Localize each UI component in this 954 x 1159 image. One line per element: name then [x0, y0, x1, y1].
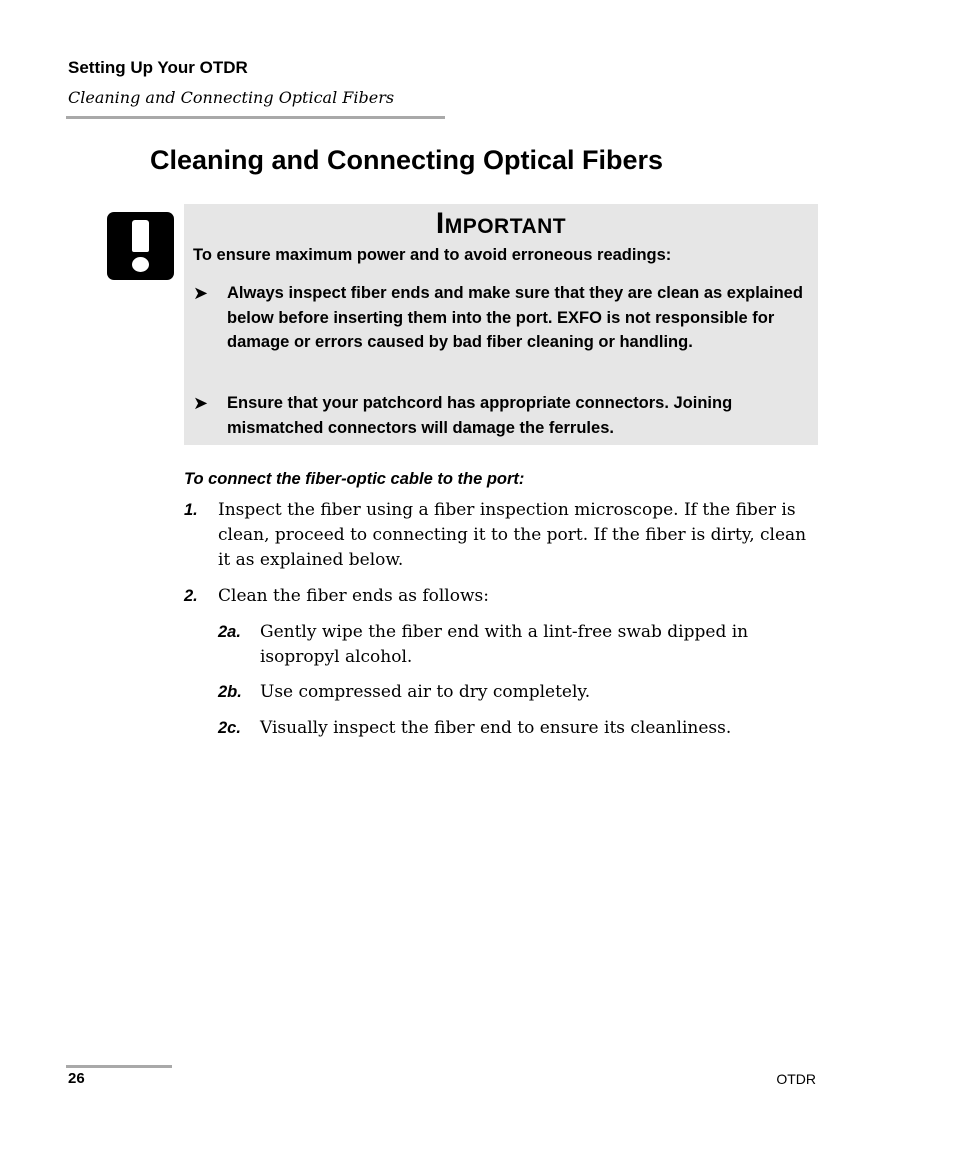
section-heading: Cleaning and Connecting Optical Fibers	[150, 145, 664, 175]
page-number: 26	[68, 1070, 85, 1087]
substep-text: Visually inspect the fiber end to ensure its cleanliness.	[260, 718, 732, 738]
important-title: Important	[435, 207, 567, 240]
substep-number: 2c.	[218, 719, 241, 737]
important-bullet-text: Ensure that your patchcord has appropriate connectors. Joining mismatched connectors will damage the ferrules.	[227, 394, 733, 437]
header-rule	[66, 116, 445, 119]
footer-rule	[66, 1065, 172, 1068]
important-notice	[184, 204, 818, 445]
procedure-heading: To connect the fiber-optic cable to the port:	[184, 470, 525, 488]
important-bullet-text: Always inspect fiber ends and make sure that they are clean as explained below before inserting them into the port. EXFO is not responsible for damage or errors caused by bad fiber cleaning or handling.	[227, 284, 803, 351]
substep-text: Use compressed air to dry completely.	[260, 682, 591, 702]
step-text: Inspect the fiber using a fiber inspection microscope. If the fiber is clean, proceed to connecting it to the port. If the fiber is dirty, clean it as explained below.	[218, 500, 807, 570]
exclamation-icon	[107, 212, 174, 280]
substep-text: Gently wipe the fiber end with a lint-free swab dipped in isopropyl alcohol.	[260, 622, 749, 667]
step-number: 2.	[184, 587, 198, 605]
running-head-title: Setting Up Your OTDR	[68, 58, 248, 77]
footer-product-name: OTDR	[776, 1071, 816, 1087]
arrow-bullet-icon: ➤	[193, 393, 209, 413]
running-head-subtitle: Cleaning and Connecting Optical Fibers	[68, 88, 395, 107]
arrow-bullet-icon: ➤	[193, 283, 209, 303]
substep-number: 2a.	[218, 623, 241, 641]
substep-number: 2b.	[218, 683, 242, 701]
step-number: 1.	[184, 501, 198, 519]
important-intro: To ensure maximum power and to avoid erroneous readings:	[193, 246, 672, 264]
step-text: Clean the fiber ends as follows:	[218, 586, 489, 606]
